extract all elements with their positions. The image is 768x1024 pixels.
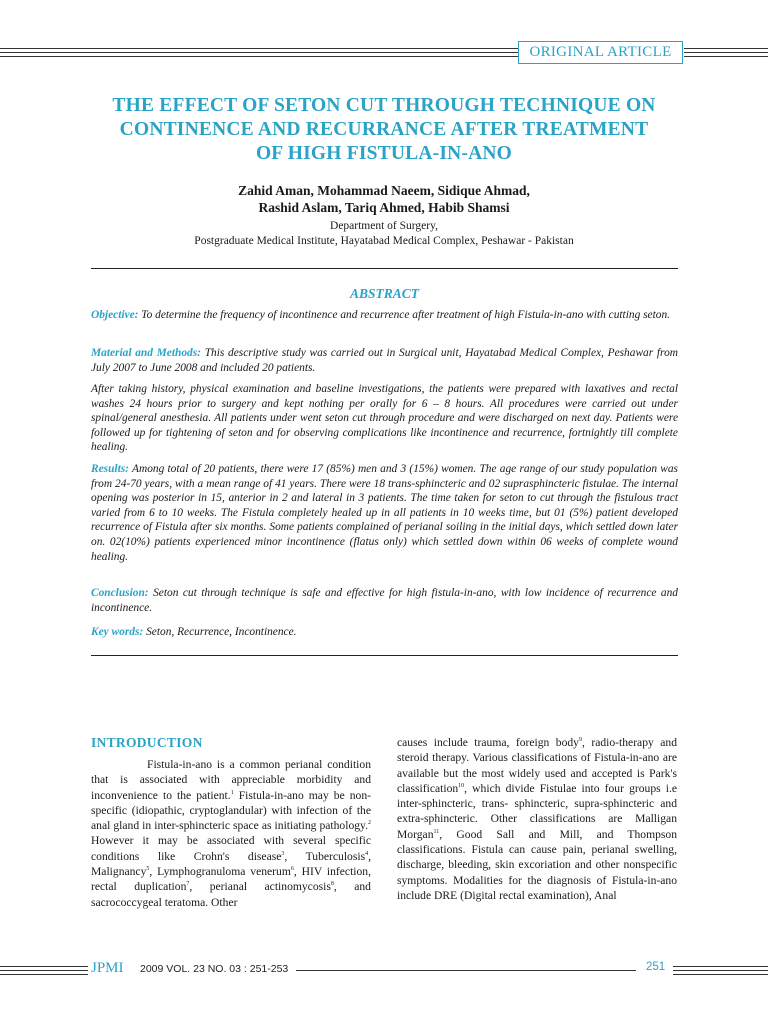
affiliation-line: Department of Surgery,	[330, 220, 438, 232]
intro-text: , HIV infection, rectal duplication	[91, 865, 372, 894]
author-list	[60, 182, 708, 216]
abstract-methods-continued: After taking history, physical examination and baseline investigations, the patients were prepared with laxatives and rectal washes 24 hours prior to surgery and kept nothing per orally for 6 – 8 hours. All procedures were carried out under spinal/general anesthesia. All patients under went seton cut through procedure and were discharged on next day. Patients were followed up for tightening of seton and for observing complications like incontinence and recurrence, fortnightly till complete healing.	[91, 383, 678, 454]
intro-paragraph	[397, 735, 677, 903]
results-text: Among total of 20 patients, there were 17 (85%) men and 3 (15%) women. The age range of our study population was from 24-70 years, with a mean range of 41 years. There were 18 trans-sphincteric and 02 suprasphincteric fistulae. The internal opening was posterior in 15, anterior in 2 and lateral in 3 patients. The time taken for seton to cut through the fistulous tract varied from 6 to 10 weeks. The Fistula completely healed up in all patients in 10 weeks time, but 01 (5%) patient developed recurrence of Fistula after six months. Some patients complained of perianal soiling in the initial days, which settled down later on. 02(10%) patients experienced minor incontinence (flatus only) which settled down within 06 weeks of complete wound healing.	[91, 463, 678, 563]
author-line: Rashid Aslam, Tariq Ahmed, Habib Shamsi	[258, 200, 510, 215]
objective-text: To determine the frequency of incontinence and recurrence after treatment of high Fistula-in-ano with cutting seton.	[141, 309, 671, 321]
citation: 7	[186, 881, 190, 888]
citation: 11	[433, 828, 440, 835]
citation: 5	[146, 866, 150, 873]
methods-label: Material and Methods:	[91, 347, 201, 359]
intro-text: , perianal actinomycosis	[189, 880, 331, 894]
intro-text: , Tuberculosis	[284, 849, 366, 863]
intro-text: Fistula-in-ano is a common perianal condition that is associated with appreciable morbidity and inconvenience to the patient.	[91, 758, 371, 802]
citation: 2	[368, 820, 371, 827]
intro-column-left	[91, 757, 371, 910]
keywords-label: Key words:	[91, 626, 144, 638]
header-rule	[0, 56, 518, 57]
title-line: THE EFFECT OF SETON CUT THROUGH TECHNIQUE ON	[112, 95, 656, 116]
keywords-text: Seton, Recurrence, Incontinence.	[146, 626, 297, 638]
footer-rule	[673, 966, 768, 967]
footer-rule	[0, 966, 88, 967]
citation: 6	[290, 866, 294, 873]
citation: 10	[458, 783, 465, 790]
article-title	[60, 94, 708, 166]
title-line: OF HIGH FISTULA-IN-ANO	[255, 143, 513, 164]
divider	[91, 268, 678, 269]
intro-text: Fistula-in-ano may be non-specific (idiopathic, cryptoglandular) with infection of the anal gland in inter-sphincteric space as initiating pathology.	[91, 788, 372, 833]
intro-text: , Lymphogranuloma venerum	[149, 865, 291, 879]
footer-rule	[673, 970, 768, 971]
footer-rule	[296, 970, 636, 971]
intro-text: , and sacrococcygeal teratoma. Other	[91, 880, 371, 909]
header-rule	[0, 48, 518, 49]
header-rule	[684, 56, 768, 57]
intro-text: , Good Sall and Mill, and Thompson classifications. Fistula can cause pain, perianal swelling, discharge, bleeding, skin excoriation and other nonspecific symptoms. Modalities for the diagnosis of Fistula-in-ano include DRE (Digital rectal examination), Anal	[397, 827, 677, 902]
journal-reference: 2009 VOL. 23 NO. 03 : 251-253	[140, 963, 289, 975]
intro-text: However it may be associated with several specific conditions like Crohn's disease	[91, 834, 371, 863]
objective-label: Objective:	[91, 309, 139, 321]
page-number: 251	[646, 961, 666, 973]
abstract-results	[91, 462, 678, 564]
methods-text: This descriptive study was carried out in Surgical unit, Hayatabad Medical Complex, Peshawar from July 2007 to June 2008 and included 20 patients.	[91, 347, 678, 374]
abstract-methods	[91, 346, 678, 375]
footer-rule	[673, 974, 768, 975]
citation: 3	[281, 850, 285, 857]
footer-rule	[0, 974, 88, 975]
intro-text: , which divide Fistulae into four groups i.e inter-sphincteric, trans- sphincteric, supra-sphincteric and extra-sphincteric. Other classifications are Malligan Morgan	[397, 781, 677, 841]
journal-name: JPMI	[91, 960, 124, 976]
footer-rule	[0, 970, 88, 971]
abstract-keywords	[91, 625, 678, 640]
results-label: Results:	[91, 463, 129, 475]
divider	[91, 655, 678, 656]
affiliation	[60, 219, 708, 249]
header-rule	[684, 48, 768, 49]
intro-text: , radio-therapy and steroid therapy. Various classifications of Fistula-in-ano are available but the most widely used and accepted is Park's classification	[397, 736, 677, 795]
abstract-objective	[91, 308, 678, 323]
abstract-heading: ABSTRACT	[349, 286, 420, 301]
author-line: Zahid Aman, Mohammad Naeem, Sidique Ahmad,	[238, 183, 530, 198]
abstract-conclusion	[91, 586, 678, 615]
header-rule	[684, 52, 768, 53]
section-label: ORIGINAL ARTICLE	[518, 41, 683, 64]
introduction-heading: INTRODUCTION	[91, 735, 203, 750]
header-rule	[0, 52, 518, 53]
conclusion-label: Conclusion:	[91, 587, 149, 599]
title-line: CONTINENCE AND RECURRANCE AFTER TREATMENT	[119, 119, 649, 140]
intro-text: , Malignancy	[91, 849, 371, 879]
citation: 8	[330, 881, 334, 888]
affiliation-line: Postgraduate Medical Institute, Hayatabad Medical Complex, Peshawar - Pakistan	[194, 235, 574, 247]
citation: 1	[230, 789, 234, 796]
intro-text: causes include trauma, foreign body	[397, 736, 579, 749]
citation: 4	[365, 850, 369, 857]
citation: 9	[578, 737, 582, 744]
intro-paragraph	[91, 757, 371, 910]
conclusion-text: Seton cut through technique is safe and effective for high fistula-in-ano, with low incidence of recurrence and incontinence.	[91, 587, 678, 614]
intro-column-right	[397, 735, 677, 903]
